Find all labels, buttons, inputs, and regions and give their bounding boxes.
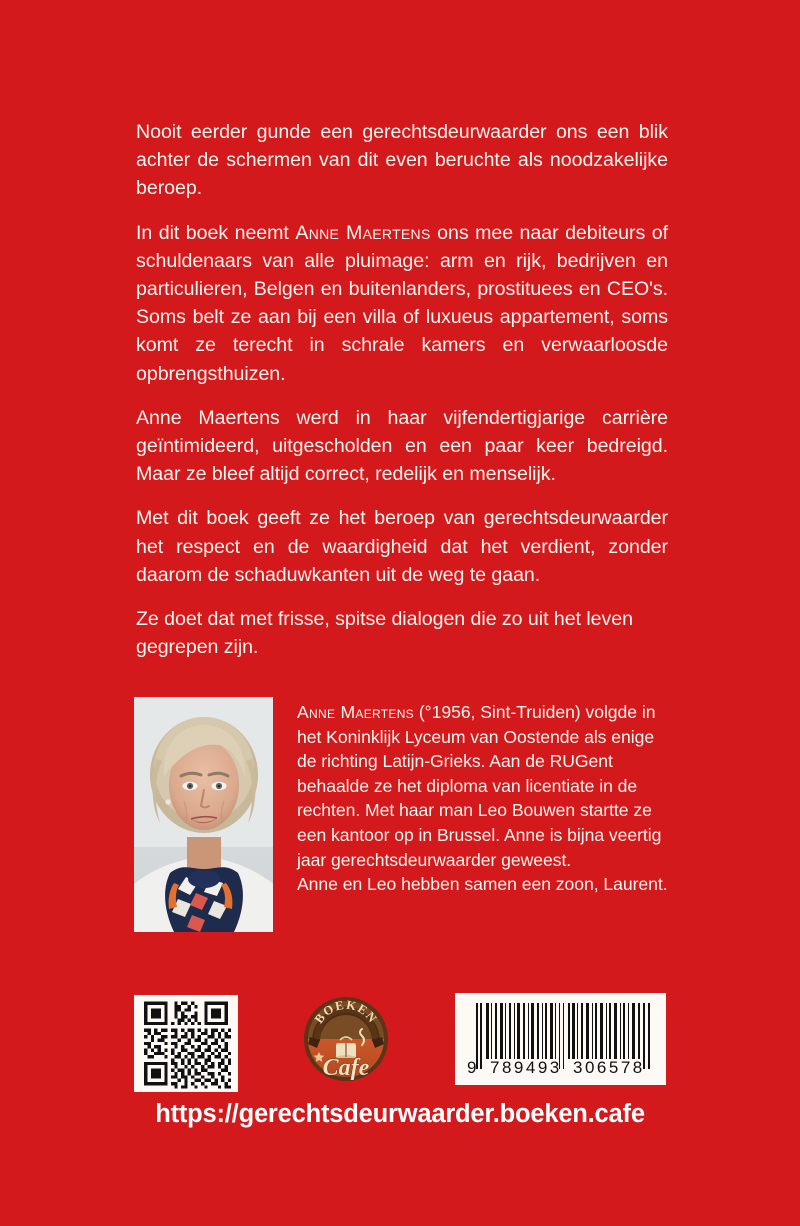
author-name-smallcaps: Anne Maertens — [295, 221, 431, 244]
blurb-paragraph-3: Anne Maertens werd in haar vijfendertigjarige carrière geïntimideerd, uitgescholden en een paar keer bedreigd. Maar ze bleef altijd correct, redelijk en menselijk. — [136, 406, 668, 486]
website-url[interactable]: https://gerechtsdeurwaarder.boeken.cafe — [155, 1100, 645, 1128]
blurb-paragraph-5: Ze doet dat met frisse, spitse dialogen die zo uit het leven gegrepen zijn. — [136, 608, 633, 659]
author-bio-name: Anne Maertens — [297, 702, 414, 722]
blurb-paragraph-1: Nooit eerder gunde een gerechtsdeurwaarder ons een blik achter de schermen van dit even beruchte als noodzakelijke beroep. — [136, 121, 668, 200]
isbn-barcode — [455, 993, 666, 1085]
qr-code[interactable] — [134, 995, 238, 1092]
barcode-digits-mid: 789493 — [490, 1058, 562, 1077]
blurb-p2-suffix: ons mee naar debiteurs of schuldenaars van alle pluimage: arm en rijk, bedrijven en particulieren, Belgen en buitenlanders, prostituees en CEO's. Soms belt ze aan bij een villa of luxueus appartement, soms komt ze terecht in schrale kamers en verwaarloosde opbrengsthuizen. — [136, 221, 668, 385]
footer-marks-row — [0, 993, 800, 1093]
author-biography — [297, 700, 677, 897]
blurb-paragraph-2 — [136, 219, 668, 388]
logo-top-text: BOEKEN — [311, 997, 381, 1027]
boeken-cafe-logo[interactable] — [302, 993, 390, 1085]
author-bio-birth: (°1956, Sint-Truiden) — [413, 702, 581, 722]
barcode-digit-left: 9 — [467, 1058, 477, 1077]
blurb-paragraph-4: Met dit boek geeft ze het beroep van gerechtsdeurwaarder het respect en de waardigheid dat het verdient, zonder daarom de schaduwkanten uit de weg te gaan. — [136, 507, 668, 586]
author-bio-last-line: Anne en Leo hebben samen een zoon, Laurent. — [297, 874, 668, 895]
author-photo — [134, 697, 273, 932]
logo-bottom-text: Cafe — [322, 1055, 370, 1081]
blurb-p2-prefix: In dit boek neemt — [136, 221, 296, 244]
author-bio-rest: volgde in het Koninklijk Lyceum van Oostende als enige de richting Latijn-Grieks. Aan de RUGent behaalde ze het diploma van licentiate in de rechten. Met haar man Leo Bouwen startte ze een kantoor op in Brussel. Anne is bijna veertig jaar gerechtsdeurwaarder geweest. — [297, 702, 662, 870]
barcode-digits-right: 306578 — [573, 1058, 645, 1077]
blurb-text-block — [136, 118, 668, 661]
